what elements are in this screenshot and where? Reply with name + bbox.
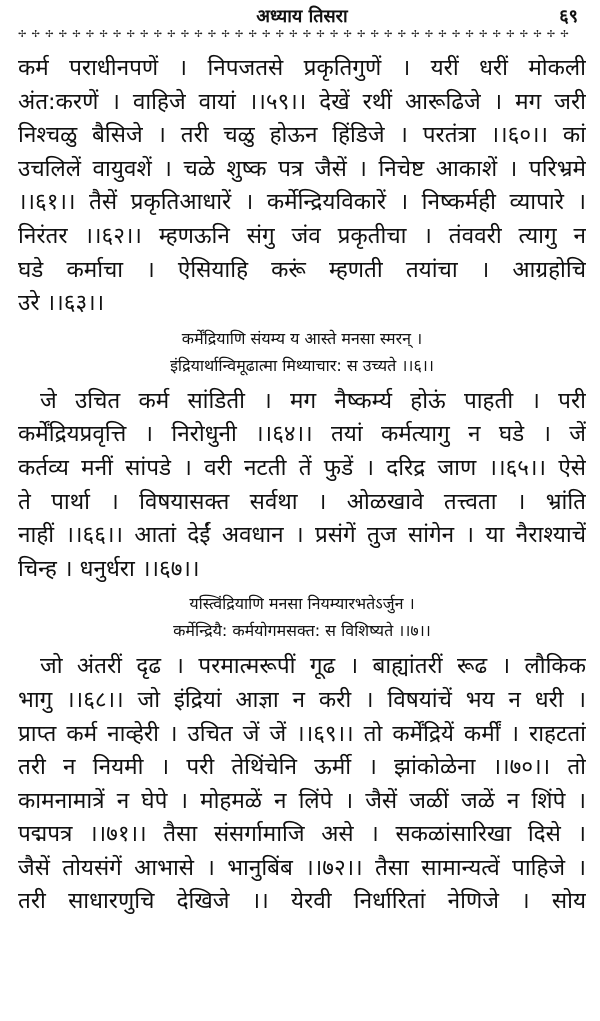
text-line: उचलिलें वायुवशें । चळे शुष्क पत्र जैसें । निचेष्ट आकाशें । परिभ्रमे xyxy=(18,155,586,182)
text-line: चिन्ह । धनुर्धरा ।।६७।। xyxy=(18,555,200,582)
page-header xyxy=(18,0,586,30)
text-line: पद्मपत्र ।।७१।। तैसा संसर्गामाजि असे । सकळांसारिखा दिसे । xyxy=(18,821,586,848)
sanskrit-verse-2 xyxy=(18,590,586,644)
text-line: कर्मेंद्रियप्रवृत्ति । निरोधुनी ।।६४।। तयां कर्मत्यागु न घडे । जें xyxy=(18,421,586,448)
text-line: घडे कर्माचा । ऐसियाहि करूं म्हणती तयांचा । आग्रहोचि xyxy=(18,256,586,283)
text-line: उरे ।।६३।। xyxy=(18,290,105,317)
text-line: प्राप्त कर्म नाव्हेरी । उचित जें जें ।।६९।। तो कर्मेंद्रियें कर्मीं । राहटतां xyxy=(18,720,586,747)
text-line: ते पार्था । विषयासक्त सर्वथा । ओळखावे तत्त्वता । भ्रांति xyxy=(18,488,586,515)
text-line: जे उचित कर्म सांडिती । मग नैष्कर्म्य होऊं पाहती । परी xyxy=(40,387,586,414)
chapter-title: अध्याय तिसरा xyxy=(256,6,348,27)
text-line: कर्तव्य मनीं सांपडे । वरी नटती तें फुडें । दरिद्र जाण ।।६५।। ऐसे xyxy=(18,454,586,481)
paragraph-1 xyxy=(18,52,586,321)
paragraph-3 xyxy=(18,650,586,919)
text-line: अंत:करणें । वाहिजे वायां ।।५९।। देखें रथीं आरूढिजे । मग जरी xyxy=(18,88,586,115)
text-line: ।।६१।। तैसें प्रकृतिआधारें । कर्मेन्द्रियविकारें । निष्कर्मही व्यापारे । xyxy=(18,189,586,216)
text-line: नाहीं ।।६६।। आतां देईं अवधान । प्रसंगें तुज सांगेन । या नैराश्याचें xyxy=(18,522,586,549)
text-line: भागु ।।६८।। जो इंद्रियां आज्ञा न करी । विषयांचें भय न धरी । xyxy=(18,686,586,713)
text-line: तरी न नियमी । परी तेथिंचेनि ऊर्मी । झांकोळेना ।।७०।। तो xyxy=(18,754,586,781)
page-number: ६९ xyxy=(559,6,578,27)
text-line: कामनामात्रें न घेपे । मोहमळें न लिंपे । जैसें जळीं जळें न शिंपे । xyxy=(18,787,586,814)
decorative-divider: ✢ ✢ ✢ ✢ ✢ ✢ ✢ ✢ ✢ ✢ ✢ ✢ ✢ ✢ ✢ ✢ ✢ ✢ ✢ ✢ ✢ ✢ ✢ ✢ ✢ ✢ ✢ ✢ ✢ ✢ ✢ ✢ ✢ ✢ ✢ ✢ ✢ ✢ ✢ ✢ ✢ xyxy=(18,30,570,40)
text-line: जैसें तोयसंगें आभासे । भानुबिंब ।।७२।। तैसा सामान्यत्वें पाहिजे । xyxy=(18,854,586,881)
verse-line: यस्त्विंद्रियाणि मनसा नियम्यारभतेऽर्जुन । xyxy=(189,594,415,614)
text-line: निश्चळु बैसिजे । तरी चळु होऊन हिंडिजे । परतंत्रा ।।६०।। कां xyxy=(18,122,586,149)
verse-line: कर्मेन्द्रियै: कर्मयोगमसक्त: स विशिष्यते ।।७।। xyxy=(173,621,431,641)
paragraph-2 xyxy=(18,385,586,587)
text-line: कर्म पराधीनपणें । निपजतसे प्रकृतिगुणें । यरीं धरीं मोकली xyxy=(18,55,586,81)
verse-line: इंद्रियार्थान्विमूढात्मा मिथ्याचार: स उच्यते ।।६।। xyxy=(170,355,434,375)
sanskrit-verse-1 xyxy=(18,325,586,379)
verse-line: कर्मेंद्रियाणि संयम्य य आस्ते मनसा स्मरन् । xyxy=(181,328,423,348)
text-line: निरंतर ।।६२।। म्हणऊनि संगु जंव प्रकृतीचा । तंववरी त्यागु न xyxy=(18,222,586,249)
text-line: जो अंतरीं दृढ । परमात्मरूपीं गूढ । बाह्यांतरीं रूढ । लौकिक xyxy=(40,653,586,680)
text-line: तरी साधारणुचि देखिजे ।। येरवी निर्धारितां नेणिजे । सोय xyxy=(18,888,586,915)
